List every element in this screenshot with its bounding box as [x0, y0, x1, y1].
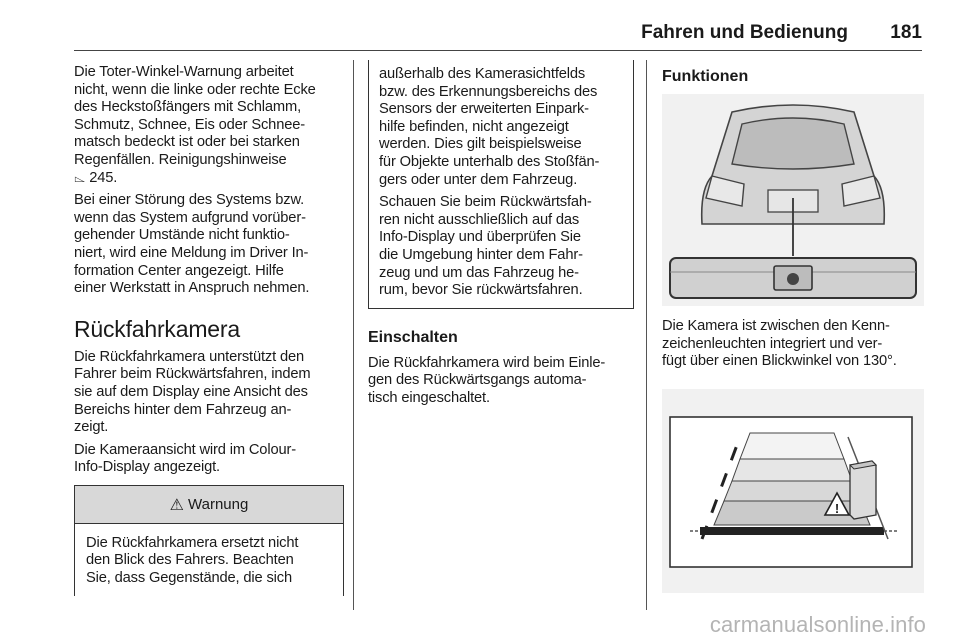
watermark: carmanualsonline.info [709, 612, 926, 637]
warning-text: außerhalb des Kamerasichtfelds bzw. des Erkennungsbereichs des Sensors der erweiterten Einpark- hilfe befinden, nicht angezeigt werden. Dies gilt beispielsweise für Objekte unterhalb des Stoßfän- gers oder unter dem Fahrzeug. [379, 66, 600, 188]
warning-box [74, 485, 344, 596]
camera-display-illustration [662, 389, 924, 593]
subheading-funktionen: Funktionen [662, 68, 749, 85]
header-rule [74, 50, 922, 51]
paragraph: Die Kameraansicht wird im Colour- Info-Display angezeigt. [74, 441, 296, 476]
paragraph: Bei einer Störung des Systems bzw. wenn das System aufgrund vorüber- gehender Umstände nicht funktio- niert, wird eine Meldung im Driver In- formation Center angezeigt. Hilfe einer Werkstatt in Anspruch nehmen. [74, 192, 310, 297]
page-header-title: Fahren und Bedienung [641, 22, 848, 43]
warning-text: Die Rückfahrkamera ersetzt nicht den Blick des Fahrers. Beachten Sie, dass Gegenstände, die sich [86, 534, 299, 587]
warning-box-continued [368, 60, 634, 309]
column-divider-1 [353, 60, 354, 610]
warning-header [75, 486, 343, 524]
paragraph: Die Toter-Winkel-Warnung arbeitet nicht, wenn die linke oder rechte Ecke des Heckstoßfängers mit Schlamm, Schmutz, Schnee, Eis oder Schnee- matsch bedeckt ist oder bei starken Regenfällen. Reinigungshinweise ⌳ 245. [74, 64, 316, 186]
column-1 [74, 64, 344, 596]
column-3 [662, 64, 932, 593]
warning-icon: ⚠ [169, 494, 185, 514]
paragraph: Die Kamera ist zwischen den Kenn- zeichenleuchten integriert und ver- fügt über einen Blickwinkel von 130°. [662, 318, 897, 370]
warning-triangle-icon: ! [834, 500, 840, 516]
warning-title: Warnung [188, 495, 249, 513]
subheading-einschalten: Einschalten [368, 328, 458, 346]
column-2 [368, 64, 634, 413]
column-divider-2 [646, 60, 647, 610]
warning-text: Schauen Sie beim Rückwärtsfah- ren nicht ausschließlich auf das Info-Display und überprüfen Sie die Umgebung hinter dem Fahr- zeug und um das Fahrzeug he- rum, bevor Sie rückwärtsfahren. [379, 194, 592, 299]
paragraph: Die Rückfahrkamera wird beim Einle- gen des Rückwärtsgangs automa- tisch eingeschaltet. [368, 354, 606, 406]
section-heading-rueckfahrkamera: Rückfahrkamera [74, 315, 240, 342]
page-number: 181 [890, 22, 922, 43]
car-rear-camera-illustration [662, 94, 924, 306]
paragraph: Die Rückfahrkamera unterstützt den Fahrer beim Rückwärtsfahren, indem sie auf dem Display eine Ansicht des Bereichs hinter dem Fahrzeug an- zeigt. [74, 348, 311, 436]
